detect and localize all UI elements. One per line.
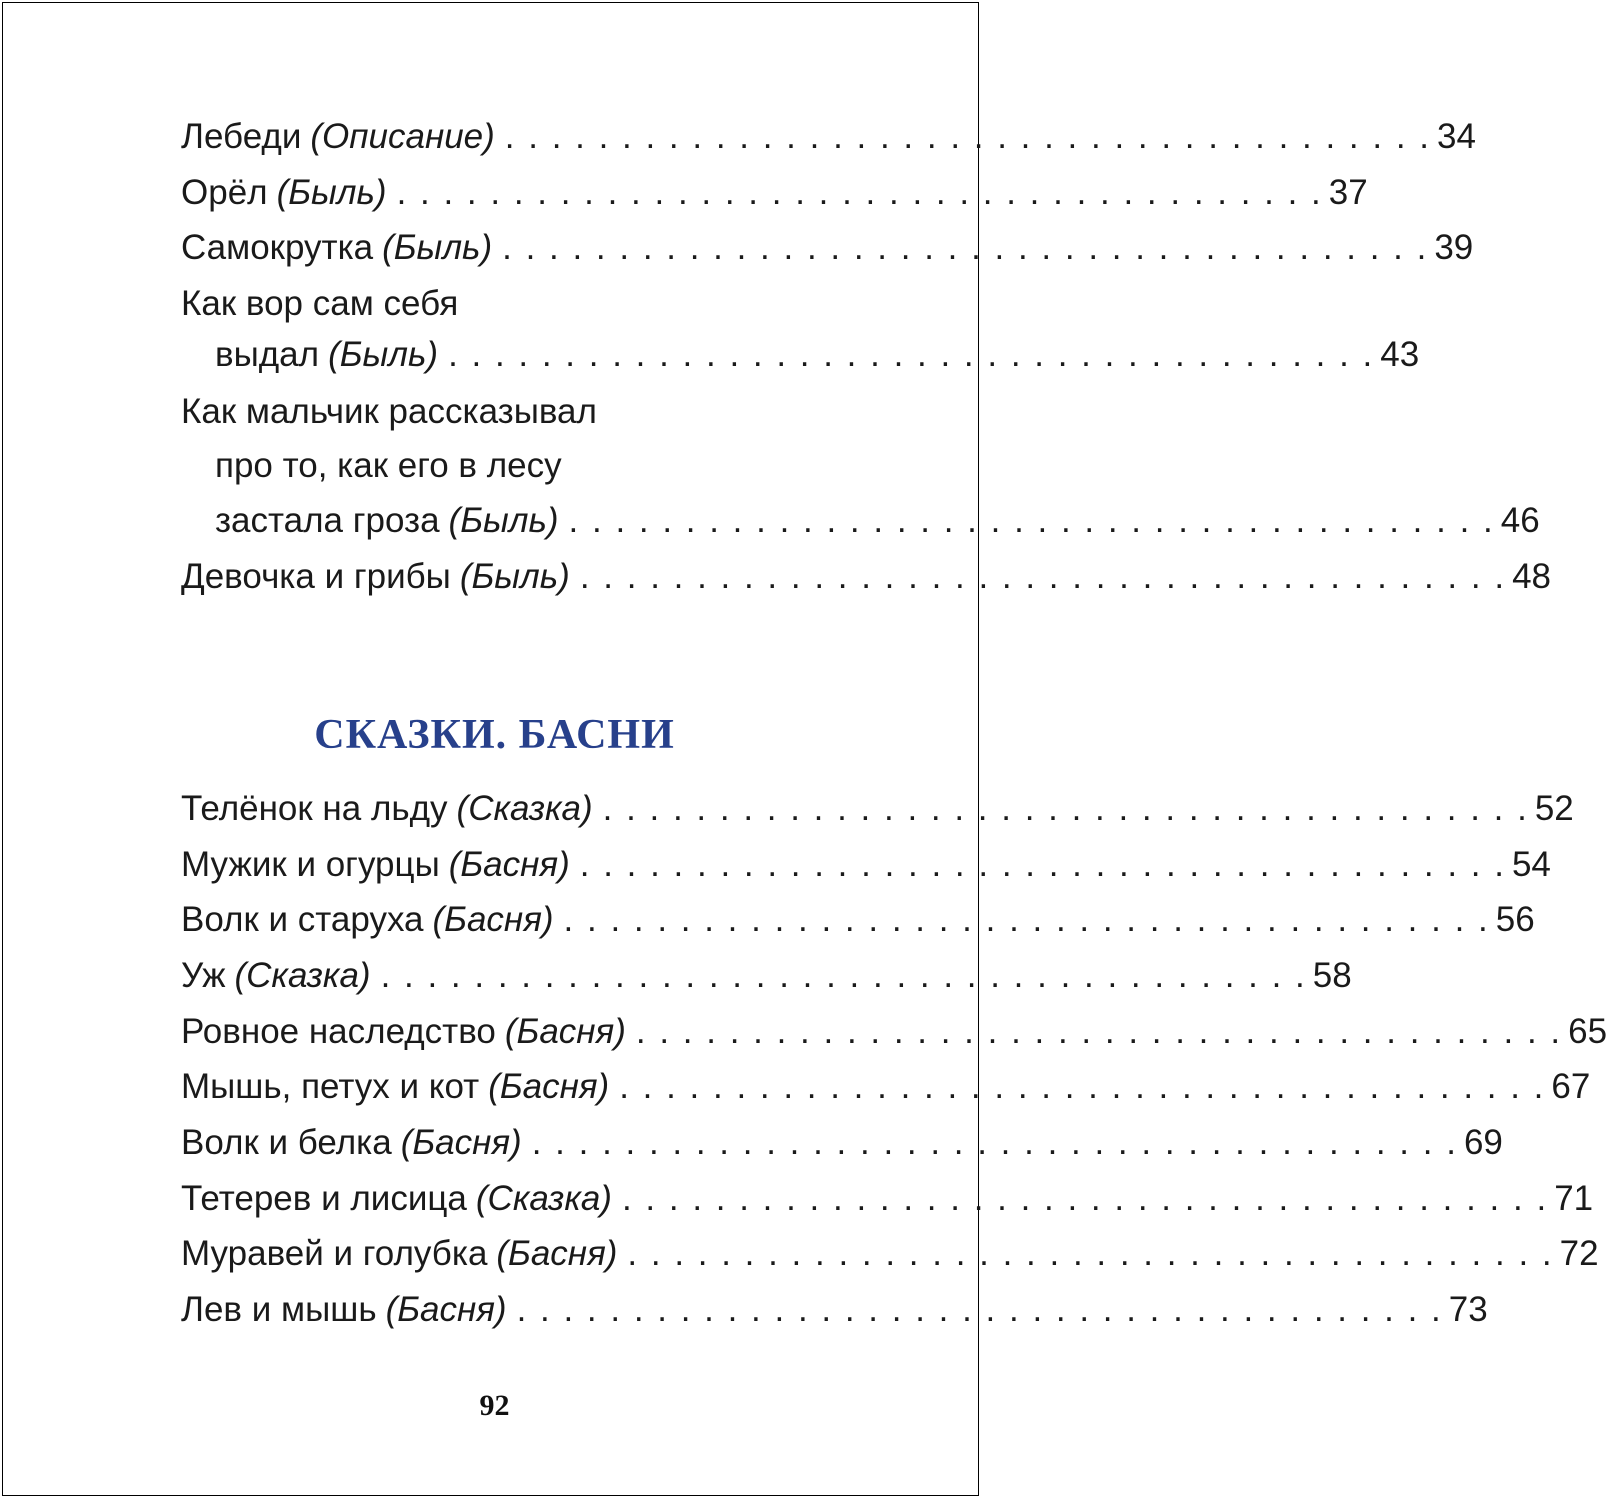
toc-entry-title: Уж [181,956,226,995]
toc-leader-dots: . . . . . . . . . . . . . . . . . . . . . . . . . . . . . . . . . . . . . . . . [627,1234,1554,1273]
toc-entry-page: 56 [1495,900,1535,939]
toc-entry-page: 67 [1551,1067,1591,1106]
toc-leader-dots: . . . . . . . . . . . . . . . . . . . . . . . . . . . . . . . . . . . . . . . . [563,900,1490,939]
toc-entry-genre: (Быль) [448,501,559,540]
toc-entry [181,1123,1503,1167]
toc-leader-dots: . . . . . . . . . . . . . . . . . . . . . . . . . . . . . . . . . . . . . . . . [602,789,1529,828]
toc-leader-dots: . . . . . . . . . . . . . . . . . . . . . . . . . . . . . . . . . . . . . . . . [504,117,1432,156]
toc-entry-genre: (Басня) [504,1012,626,1051]
toc-entry-genre: (Басня) [496,1234,618,1273]
toc-entry-genre: (Басня) [448,845,570,884]
toc-entry-title: Волк и старуха [181,900,424,939]
toc-entry-page: 58 [1312,956,1352,995]
toc-entry-title: Волк и белка [181,1123,392,1162]
toc-entry-page: 34 [1437,117,1476,156]
toc-entry-title: Тетерев и лисица [181,1179,467,1218]
toc-entry-title: Ровное наследство [181,1012,496,1051]
toc-entry-page: 43 [1380,335,1420,374]
toc-entry [181,900,1535,944]
toc-entry-title-line: Как вор сам себя [181,284,459,323]
toc-entry [181,1290,1488,1334]
toc-entry-page: 65 [1568,1012,1607,1051]
toc-entry-page: 52 [1534,789,1574,828]
toc-entry-page: 39 [1434,228,1474,267]
toc-entry-genre: (Басня) [400,1123,522,1162]
toc-entry [181,1067,1591,1111]
toc-leader-dots: . . . . . . . . . . . . . . . . . . . . . . . . . . . . . . . . . . . . . . . . [396,173,1323,212]
toc-entry [181,789,1574,833]
toc-leader-dots: . . . . . . . . . . . . . . . . . . . . . . . . . . . . . . . . . . . . . . . . [621,1179,1549,1218]
toc-entry [181,557,1551,601]
toc-entry [181,173,1368,217]
toc-entry-genre: (Быль) [459,557,570,596]
toc-entry-page: 46 [1500,501,1540,540]
toc-entry-title: Лев и мышь [181,1290,377,1329]
toc-entry [181,1179,1594,1223]
toc-leader-dots: . . . . . . . . . . . . . . . . . . . . . . . . . . . . . . . . . . . . . . . . [502,228,1429,267]
toc-entry-title: Мужик и огурцы [181,845,440,884]
toc-entry [181,956,1352,1000]
page-number: 92 [479,1389,510,1422]
toc-entry-genre: (Сказка) [475,1179,612,1218]
toc-entry-page: 54 [1511,845,1551,884]
toc-entry [181,228,1474,272]
toc-entry-genre: (Быль) [382,228,493,267]
toc-entry-title-line: про то, как его в лесу [215,446,562,485]
toc-leader-dots: . . . . . . . . . . . . . . . . . . . . . . . . . . . . . . . . . . . . . . . . [531,1123,1458,1162]
toc-entry-page: 72 [1559,1234,1599,1273]
toc-entry-title: Муравей и голубка [181,1234,488,1273]
toc-entry-genre: (Басня) [432,900,554,939]
toc-entry-title-line: Как мальчик рассказывал [181,392,597,431]
toc-entry-genre: (Басня) [488,1067,610,1106]
toc-entry-page: 69 [1463,1123,1503,1162]
toc-entry-genre: (Быль) [328,335,439,374]
toc-entry-title: Лебеди [181,117,302,156]
toc-entry-page: 71 [1554,1179,1594,1218]
toc-entry-title: Телёнок на льду [181,789,448,828]
book-page [2,2,1607,1496]
toc-leader-dots: . . . . . . . . . . . . . . . . . . . . . . . . . . . . . . . . . . . . . . . . [448,335,1375,374]
toc-entry-page: 73 [1448,1290,1488,1329]
toc-entry-genre: (Сказка) [234,956,371,995]
toc-entry-page: 48 [1512,557,1551,596]
toc-entry-genre: (Быль) [276,173,387,212]
toc-entry-genre: (Басня) [385,1290,507,1329]
toc-entry-title: Девочка и грибы [181,557,451,596]
toc-entry [181,845,1551,889]
toc-entry-title: Самокрутка [181,228,374,267]
toc-entry-page: 37 [1328,173,1368,212]
toc-leader-dots: . . . . . . . . . . . . . . . . . . . . . . . . . . . . . . . . . . . . . . . . [568,501,1495,540]
toc-leader-dots: . . . . . . . . . . . . . . . . . . . . . . . . . . . . . . . . . . . . . . . . [619,1067,1546,1106]
toc-entry-title: выдал [215,335,320,374]
toc-leader-dots: . . . . . . . . . . . . . . . . . . . . . . . . . . . . . . . . . . . . . . . . [516,1290,1443,1329]
toc-leader-dots: . . . . . . . . . . . . . . . . . . . . . . . . . . . . . . . . . . . . . . . . [380,956,1307,995]
toc-entry-title: застала гроза [215,501,440,540]
toc-entry [181,1012,1607,1056]
section-heading: СКАЗКИ. БАСНИ [314,712,675,758]
toc-entry [181,117,1476,161]
toc-entry-title: Орёл [181,173,268,212]
toc-leader-dots: . . . . . . . . . . . . . . . . . . . . . . . . . . . . . . . . . . . . . . . . [579,845,1506,884]
toc-entry-title: Мышь, петух и кот [181,1067,480,1106]
toc-entry-genre: (Описание) [310,117,495,156]
toc-entry [215,501,1540,545]
toc-leader-dots: . . . . . . . . . . . . . . . . . . . . . . . . . . . . . . . . . . . . . . . . [635,1012,1563,1051]
toc-leader-dots: . . . . . . . . . . . . . . . . . . . . . . . . . . . . . . . . . . . . . . . . [579,557,1507,596]
toc-entry [215,335,1420,379]
toc-entry-genre: (Сказка) [456,789,593,828]
toc-entry [181,1234,1599,1278]
